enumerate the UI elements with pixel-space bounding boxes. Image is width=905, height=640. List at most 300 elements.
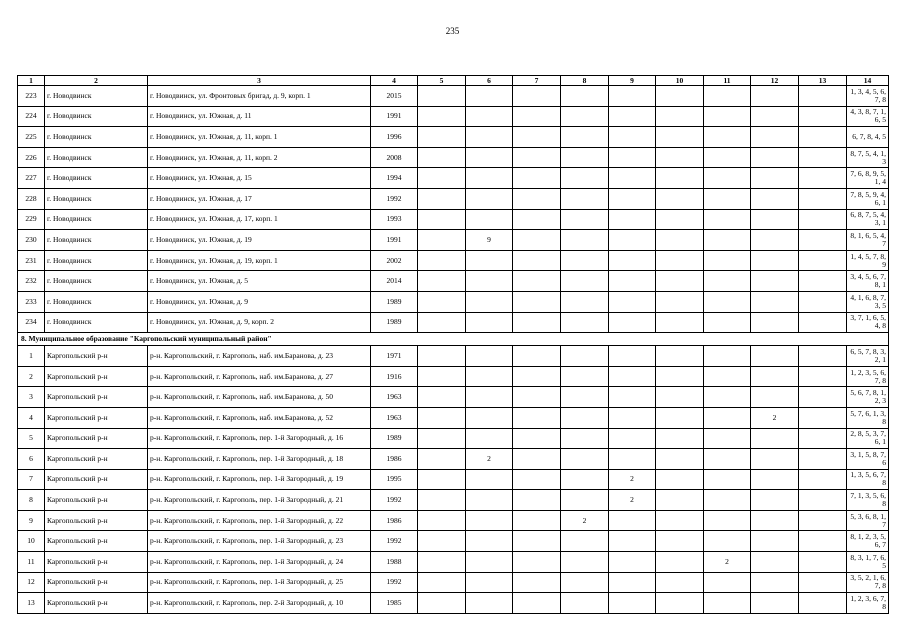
mark-cell [704, 510, 751, 531]
year-cell: 1995 [371, 469, 418, 490]
mark-cell [609, 572, 656, 593]
mark-cell [513, 510, 561, 531]
mark-cell [656, 271, 704, 292]
year-cell: 1992 [371, 188, 418, 209]
mark-cell [561, 106, 609, 127]
mark-cell [656, 449, 704, 470]
mark-cell [418, 449, 466, 470]
mark-cell [656, 387, 704, 408]
mark-cell [466, 366, 513, 387]
mark-cell [418, 428, 466, 449]
year-cell: 1992 [371, 531, 418, 552]
mark-cell [751, 531, 799, 552]
mark-cell [799, 127, 847, 148]
mark-cell [561, 387, 609, 408]
district-cell: Каргопольский р-н [45, 428, 148, 449]
mark-cell [561, 127, 609, 148]
codes-cell: 6, 8, 7, 5, 4, 3, 1 [847, 209, 889, 230]
mark-cell [799, 147, 847, 168]
district-cell: г. Новодвинск [45, 250, 148, 271]
mark-cell [704, 428, 751, 449]
column-header: 2 [45, 76, 148, 86]
codes-cell: 6, 7, 8, 4, 5 [847, 127, 889, 148]
mark-cell [418, 407, 466, 428]
table-row [18, 106, 889, 127]
mark-cell [513, 552, 561, 573]
mark-cell [704, 449, 751, 470]
district-cell: г. Новодвинск [45, 271, 148, 292]
district-cell: г. Новодвинск [45, 106, 148, 127]
mark-cell [799, 271, 847, 292]
mark-cell [561, 407, 609, 428]
mark-cell [513, 531, 561, 552]
mark-cell [609, 86, 656, 107]
mark-cell [799, 346, 847, 367]
district-cell: Каргопольский р-н [45, 510, 148, 531]
mark-cell [704, 366, 751, 387]
district-cell: г. Новодвинск [45, 168, 148, 189]
table-row [18, 250, 889, 271]
mark-cell [799, 469, 847, 490]
column-header: 1 [18, 76, 45, 86]
district-cell: Каргопольский р-н [45, 346, 148, 367]
mark-cell [656, 572, 704, 593]
mark-cell [704, 407, 751, 428]
row-number: 10 [18, 531, 45, 552]
column-header: 9 [609, 76, 656, 86]
year-cell: 1992 [371, 572, 418, 593]
year-cell: 1989 [371, 428, 418, 449]
header-row [18, 76, 889, 86]
year-cell: 1989 [371, 291, 418, 312]
mark-cell [513, 449, 561, 470]
address-cell: р-н. Каргопольский, г. Каргополь, наб. им.Баранова, д. 50 [148, 387, 371, 408]
mark-cell [751, 147, 799, 168]
codes-cell: 5, 7, 6, 1, 3, 8 [847, 407, 889, 428]
row-number: 228 [18, 188, 45, 209]
mark-cell [751, 86, 799, 107]
mark-cell [799, 312, 847, 333]
mark-cell [418, 346, 466, 367]
mark-cell: 2 [704, 552, 751, 573]
table-row [18, 291, 889, 312]
mark-cell [466, 346, 513, 367]
mark-cell [466, 490, 513, 511]
mark-cell [418, 250, 466, 271]
table-row [18, 449, 889, 470]
mark-cell [561, 271, 609, 292]
mark-cell [466, 510, 513, 531]
mark-cell: 2 [561, 510, 609, 531]
mark-cell [656, 86, 704, 107]
column-header: 13 [799, 76, 847, 86]
mark-cell [466, 168, 513, 189]
mark-cell [418, 593, 466, 614]
mark-cell [704, 127, 751, 148]
page-number: 235 [445, 26, 460, 36]
mark-cell [799, 250, 847, 271]
row-number: 5 [18, 428, 45, 449]
mark-cell [561, 86, 609, 107]
district-cell: г. Новодвинск [45, 312, 148, 333]
district-cell: Каргопольский р-н [45, 531, 148, 552]
mark-cell [704, 86, 751, 107]
address-cell: р-н. Каргопольский, г. Каргополь, пер. 2-й Загородный, д. 10 [148, 593, 371, 614]
table-row [18, 387, 889, 408]
mark-cell [418, 168, 466, 189]
mark-cell [466, 127, 513, 148]
row-number: 3 [18, 387, 45, 408]
year-cell: 2008 [371, 147, 418, 168]
mark-cell [799, 291, 847, 312]
mark-cell [751, 106, 799, 127]
address-cell: г. Новодвинск, ул. Южная, д. 17, корп. 1 [148, 209, 371, 230]
year-cell: 1986 [371, 510, 418, 531]
mark-cell [609, 366, 656, 387]
mark-cell [656, 106, 704, 127]
row-number: 229 [18, 209, 45, 230]
mark-cell [561, 428, 609, 449]
mark-cell [704, 469, 751, 490]
mark-cell [799, 449, 847, 470]
mark-cell [704, 291, 751, 312]
mark-cell [751, 168, 799, 189]
table-row [18, 209, 889, 230]
section-row [18, 333, 889, 346]
mark-cell [561, 469, 609, 490]
mark-cell [513, 271, 561, 292]
mark-cell [751, 387, 799, 408]
address-cell: г. Новодвинск, ул. Южная, д. 11, корп. 1 [148, 127, 371, 148]
mark-cell [513, 209, 561, 230]
mark-cell [609, 387, 656, 408]
address-cell: г. Новодвинск, ул. Южная, д. 9, корп. 2 [148, 312, 371, 333]
mark-cell [656, 552, 704, 573]
district-cell: г. Новодвинск [45, 147, 148, 168]
table-row [18, 86, 889, 107]
mark-cell [751, 449, 799, 470]
mark-cell [609, 147, 656, 168]
mark-cell [561, 572, 609, 593]
mark-cell [609, 291, 656, 312]
mark-cell: 2 [609, 469, 656, 490]
mark-cell [466, 106, 513, 127]
mark-cell [609, 209, 656, 230]
address-cell: р-н. Каргопольский, г. Каргополь, пер. 1-й Загородный, д. 16 [148, 428, 371, 449]
codes-cell: 1, 2, 3, 6, 7, 8 [847, 593, 889, 614]
mark-cell [609, 428, 656, 449]
mark-cell [751, 593, 799, 614]
mark-cell [704, 593, 751, 614]
mark-cell [561, 250, 609, 271]
district-cell: Каргопольский р-н [45, 449, 148, 470]
address-cell: р-н. Каргопольский, г. Каргополь, пер. 1-й Загородный, д. 25 [148, 572, 371, 593]
mark-cell [418, 86, 466, 107]
mark-cell [799, 209, 847, 230]
table-row [18, 428, 889, 449]
mark-cell [799, 106, 847, 127]
mark-cell [751, 469, 799, 490]
mark-cell [656, 168, 704, 189]
mark-cell [513, 366, 561, 387]
row-number: 2 [18, 366, 45, 387]
table-row [18, 188, 889, 209]
row-number: 233 [18, 291, 45, 312]
mark-cell [609, 271, 656, 292]
codes-cell: 7, 8, 5, 9, 4, 6, 1 [847, 188, 889, 209]
mark-cell [704, 531, 751, 552]
mark-cell [561, 346, 609, 367]
mark-cell [466, 387, 513, 408]
table-row [18, 366, 889, 387]
mark-cell [418, 510, 466, 531]
row-number: 227 [18, 168, 45, 189]
mark-cell [418, 106, 466, 127]
mark-cell [561, 291, 609, 312]
district-cell: Каргопольский р-н [45, 387, 148, 408]
mark-cell [799, 387, 847, 408]
table-row [18, 490, 889, 511]
mark-cell [656, 250, 704, 271]
address-cell: г. Новодвинск, ул. Южная, д. 11, корп. 2 [148, 147, 371, 168]
mark-cell [466, 407, 513, 428]
mark-cell [609, 531, 656, 552]
row-number: 225 [18, 127, 45, 148]
district-cell: г. Новодвинск [45, 209, 148, 230]
codes-cell: 8, 1, 2, 3, 5, 6, 7 [847, 531, 889, 552]
codes-cell: 5, 6, 7, 8, 1, 2, 3 [847, 387, 889, 408]
mark-cell [513, 593, 561, 614]
mark-cell [513, 230, 561, 251]
mark-cell [418, 230, 466, 251]
column-header: 14 [847, 76, 889, 86]
codes-cell: 3, 7, 1, 6, 5, 4, 8 [847, 312, 889, 333]
row-number: 8 [18, 490, 45, 511]
row-number: 13 [18, 593, 45, 614]
year-cell: 1985 [371, 593, 418, 614]
mark-cell [656, 490, 704, 511]
mark-cell [656, 407, 704, 428]
mark-cell [418, 387, 466, 408]
codes-cell: 3, 4, 5, 6, 7, 8, 1 [847, 271, 889, 292]
mark-cell [513, 147, 561, 168]
district-cell: г. Новодвинск [45, 291, 148, 312]
mark-cell [418, 572, 466, 593]
address-cell: г. Новодвинск, ул. Южная, д. 9 [148, 291, 371, 312]
mark-cell [513, 490, 561, 511]
district-cell: Каргопольский р-н [45, 552, 148, 573]
table-row [18, 168, 889, 189]
mark-cell [609, 250, 656, 271]
row-number: 1 [18, 346, 45, 367]
mark-cell [513, 469, 561, 490]
address-cell: г. Новодвинск, ул. Южная, д. 5 [148, 271, 371, 292]
mark-cell [751, 230, 799, 251]
mark-cell [799, 531, 847, 552]
table-row [18, 147, 889, 168]
address-cell: г. Новодвинск, ул. Южная, д. 15 [148, 168, 371, 189]
column-header: 8 [561, 76, 609, 86]
year-cell: 1993 [371, 209, 418, 230]
column-header: 5 [418, 76, 466, 86]
codes-cell: 8, 3, 1, 7, 6, 5 [847, 552, 889, 573]
mark-cell [466, 86, 513, 107]
mark-cell [799, 188, 847, 209]
codes-cell: 2, 8, 5, 3, 7, 6, 1 [847, 428, 889, 449]
year-cell: 1971 [371, 346, 418, 367]
mark-cell [799, 407, 847, 428]
mark-cell [418, 490, 466, 511]
mark-cell [656, 127, 704, 148]
mark-cell [513, 387, 561, 408]
mark-cell [418, 271, 466, 292]
address-cell: г. Новодвинск, ул. Южная, д. 19 [148, 230, 371, 251]
mark-cell [656, 428, 704, 449]
year-cell: 1963 [371, 407, 418, 428]
address-cell: р-н. Каргопольский, г. Каргополь, пер. 1-й Загородный, д. 21 [148, 490, 371, 511]
mark-cell [513, 250, 561, 271]
mark-cell [751, 366, 799, 387]
table-row [18, 127, 889, 148]
mark-cell [418, 147, 466, 168]
mark-cell [466, 209, 513, 230]
table-row [18, 510, 889, 531]
mark-cell [751, 209, 799, 230]
mark-cell [704, 346, 751, 367]
mark-cell [704, 106, 751, 127]
mark-cell [418, 209, 466, 230]
mark-cell [609, 593, 656, 614]
table-row [18, 346, 889, 367]
mark-cell [561, 188, 609, 209]
mark-cell [561, 593, 609, 614]
mark-cell [751, 250, 799, 271]
mark-cell [466, 469, 513, 490]
mark-cell [513, 312, 561, 333]
table-body-novodvinsk [18, 86, 889, 333]
row-number: 232 [18, 271, 45, 292]
mark-cell [466, 188, 513, 209]
column-header: 6 [466, 76, 513, 86]
address-cell: р-н. Каргопольский, г. Каргополь, пер. 1-й Загородный, д. 22 [148, 510, 371, 531]
program-table [17, 75, 889, 614]
mark-cell [704, 147, 751, 168]
mark-cell [418, 127, 466, 148]
mark-cell [751, 572, 799, 593]
mark-cell [656, 147, 704, 168]
mark-cell [656, 230, 704, 251]
column-header: 4 [371, 76, 418, 86]
mark-cell [751, 428, 799, 449]
mark-cell: 2 [609, 490, 656, 511]
row-number: 6 [18, 449, 45, 470]
mark-cell [704, 271, 751, 292]
district-cell: Каргопольский р-н [45, 593, 148, 614]
codes-cell: 6, 5, 7, 8, 3, 2, 1 [847, 346, 889, 367]
mark-cell [609, 230, 656, 251]
row-number: 9 [18, 510, 45, 531]
address-cell: г. Новодвинск, ул. Южная, д. 11 [148, 106, 371, 127]
district-cell: Каргопольский р-н [45, 407, 148, 428]
codes-cell: 7, 1, 3, 5, 6, 8 [847, 490, 889, 511]
year-cell: 1916 [371, 366, 418, 387]
year-cell: 1991 [371, 230, 418, 251]
section-title: 8. Муниципальное образование "Каргопольский муниципальный район" [18, 333, 889, 346]
mark-cell [609, 127, 656, 148]
mark-cell [609, 346, 656, 367]
row-number: 224 [18, 106, 45, 127]
mark-cell [656, 469, 704, 490]
mark-cell [466, 428, 513, 449]
address-cell: р-н. Каргопольский, г. Каргополь, пер. 1-й Загородный, д. 18 [148, 449, 371, 470]
mark-cell [513, 291, 561, 312]
address-cell: р-н. Каргопольский, г. Каргополь, пер. 1-й Загородный, д. 23 [148, 531, 371, 552]
address-cell: г. Новодвинск, ул. Южная, д. 19, корп. 1 [148, 250, 371, 271]
mark-cell [609, 552, 656, 573]
year-cell: 1992 [371, 490, 418, 511]
mark-cell [609, 188, 656, 209]
mark-cell [418, 188, 466, 209]
mark-cell [751, 490, 799, 511]
mark-cell [561, 147, 609, 168]
mark-cell [513, 346, 561, 367]
year-cell: 2014 [371, 271, 418, 292]
row-number: 234 [18, 312, 45, 333]
mark-cell [561, 366, 609, 387]
mark-cell [513, 86, 561, 107]
year-cell: 1963 [371, 387, 418, 408]
mark-cell [656, 346, 704, 367]
mark-cell [704, 312, 751, 333]
mark-cell [561, 209, 609, 230]
codes-cell: 1, 3, 4, 5, 6, 7, 8 [847, 86, 889, 107]
mark-cell [561, 230, 609, 251]
mark-cell [751, 312, 799, 333]
mark-cell [466, 250, 513, 271]
mark-cell [751, 127, 799, 148]
mark-cell [513, 106, 561, 127]
mark-cell: 9 [466, 230, 513, 251]
row-number: 223 [18, 86, 45, 107]
table-row [18, 407, 889, 428]
table-row [18, 312, 889, 333]
year-cell: 1988 [371, 552, 418, 573]
column-header: 12 [751, 76, 799, 86]
mark-cell [466, 312, 513, 333]
codes-cell: 5, 3, 6, 8, 1, 7 [847, 510, 889, 531]
mark-cell [656, 209, 704, 230]
year-cell: 2015 [371, 86, 418, 107]
codes-cell: 4, 3, 8, 7, 1, 6, 5 [847, 106, 889, 127]
mark-cell [513, 168, 561, 189]
address-cell: г. Новодвинск, ул. Южная, д. 17 [148, 188, 371, 209]
row-number: 7 [18, 469, 45, 490]
district-cell: Каргопольский р-н [45, 469, 148, 490]
mark-cell [561, 531, 609, 552]
mark-cell: 2 [466, 449, 513, 470]
mark-cell [466, 271, 513, 292]
table-row [18, 469, 889, 490]
codes-cell: 3, 5, 2, 1, 6, 7, 8 [847, 572, 889, 593]
mark-cell [466, 147, 513, 168]
codes-cell: 1, 4, 5, 7, 8, 9 [847, 250, 889, 271]
codes-cell: 8, 1, 6, 5, 4, 7 [847, 230, 889, 251]
mark-cell [656, 188, 704, 209]
mark-cell [561, 312, 609, 333]
district-cell: Каргопольский р-н [45, 572, 148, 593]
mark-cell [656, 291, 704, 312]
year-cell: 1989 [371, 312, 418, 333]
